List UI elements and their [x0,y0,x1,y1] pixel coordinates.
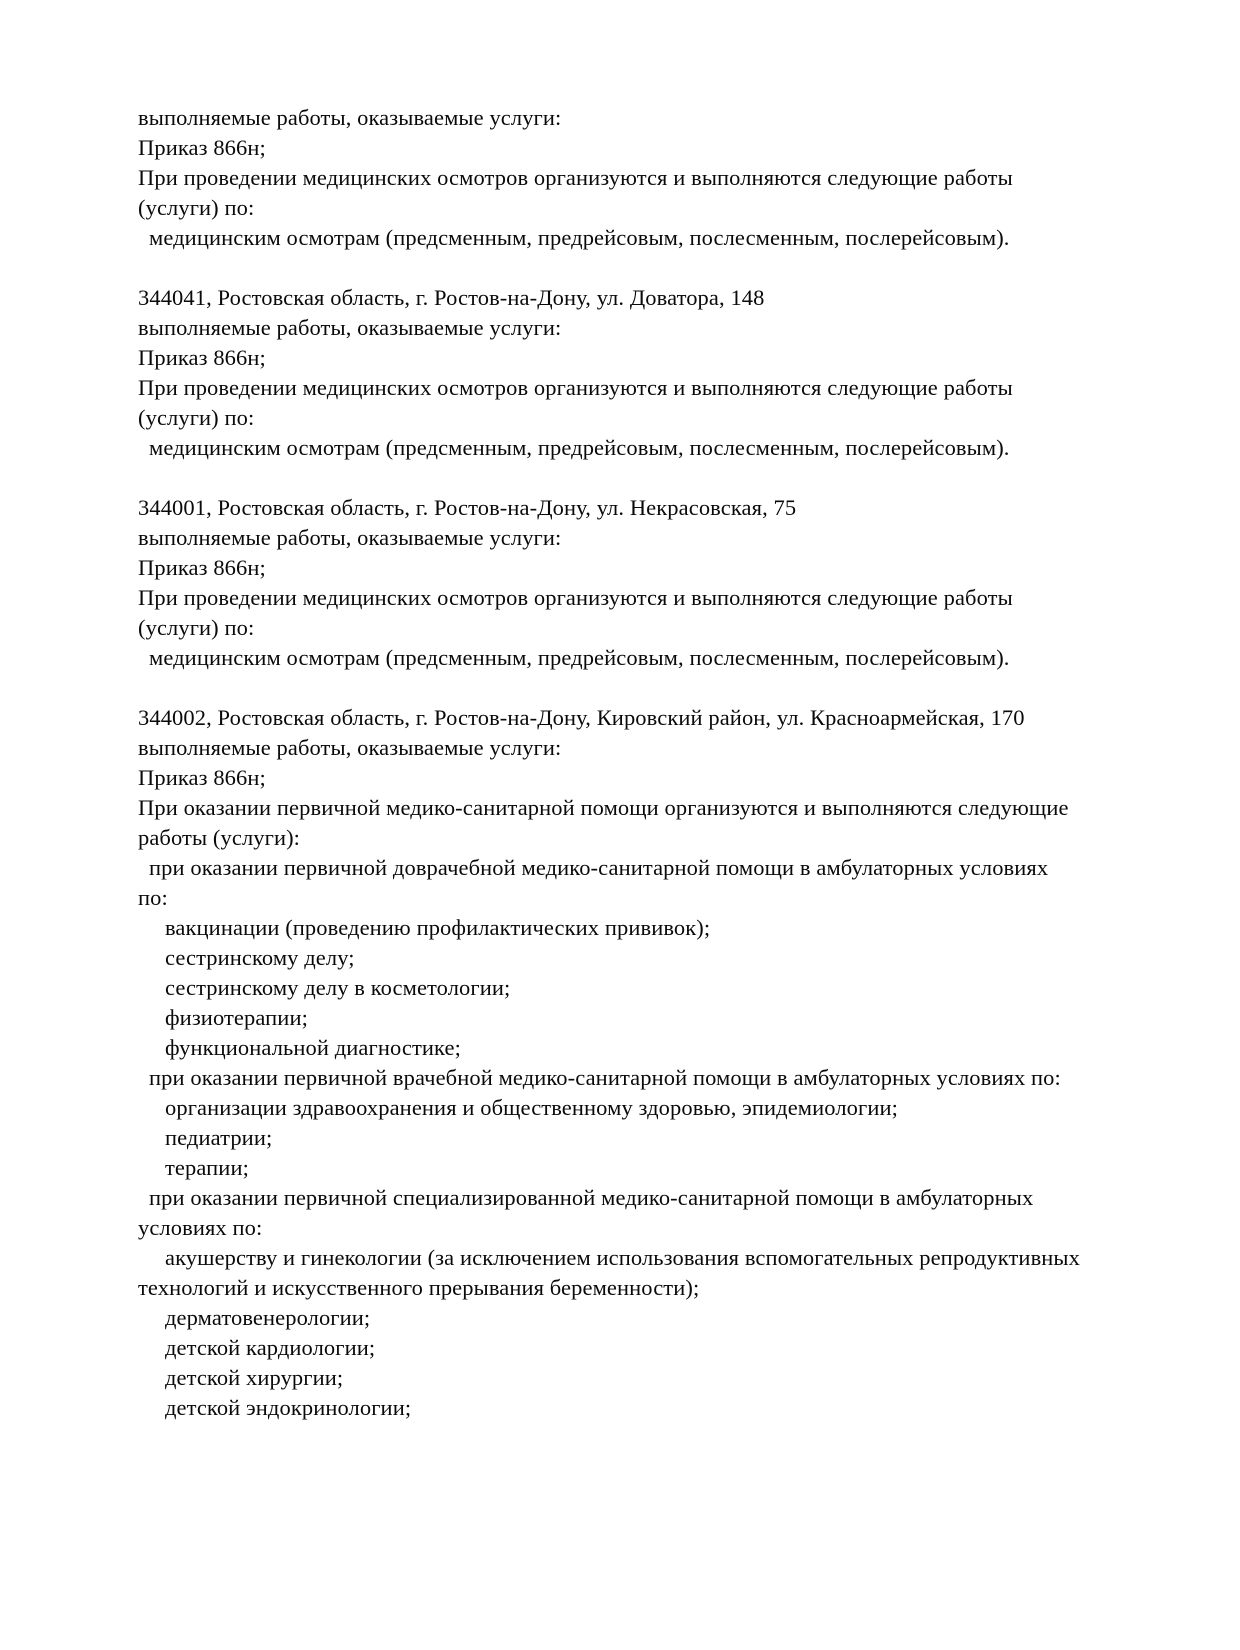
text-line: (услуги) по: [138,405,255,430]
service-item: организации здравоохранения и общественному здоровью, эпидемиологии; [165,1095,898,1120]
works-services-label: выполняемые работы, оказываемые услуги: [138,315,562,340]
service-item: детской эндокринологии; [165,1395,412,1420]
text-line: При оказании первичной медико-санитарной помощи организуются и выполняются следующие [138,795,1069,820]
license-text-block [138,103,1180,1423]
text-line: При проведении медицинских осмотров организуются и выполняются следующие работы [138,585,1013,610]
text-line: При проведении медицинских осмотров организуются и выполняются следующие работы [138,375,1013,400]
service-item: сестринскому делу в косметологии; [165,975,511,1000]
text-line: при оказании первичной доврачебной медико-санитарной помощи в амбулаторных условиях [149,855,1049,880]
service-item: вакцинации (проведению профилактических прививок); [165,915,711,940]
text-line: при оказании первичной врачебной медико-санитарной помощи в амбулаторных условиях по: [149,1065,1061,1090]
service-item: акушерству и гинекологии (за исключением использования вспомогательных репродуктивных [165,1245,1081,1270]
address-line: 344001, Ростовская область, г. Ростов-на-Дону, ул. Некрасовская, 75 [138,495,797,520]
service-item: медицинским осмотрам (предсменным, предрейсовым, послесменным, послерейсовым). [149,435,1010,460]
address-line: 344041, Ростовская область, г. Ростов-на-Дону, ул. Доватора, 148 [138,285,765,310]
service-item: медицинским осмотрам (предсменным, предрейсовым, послесменным, послерейсовым). [149,645,1010,670]
service-item: физиотерапии; [165,1005,308,1030]
works-services-label: выполняемые работы, оказываемые услуги: [138,735,562,760]
text-line: При проведении медицинских осмотров организуются и выполняются следующие работы [138,165,1013,190]
text-line: условиях по: [138,1215,263,1240]
service-item: сестринскому делу; [165,945,355,970]
service-item: детской кардиологии; [165,1335,376,1360]
service-item: технологий и искусственного прерывания беременности); [138,1275,700,1300]
service-item: функциональной диагностике; [165,1035,461,1060]
text-line: работы (услуги): [138,825,301,850]
works-services-label: выполняемые работы, оказываемые услуги: [138,525,562,550]
address-line: 344002, Ростовская область, г. Ростов-на-Дону, Кировский район, ул. Красноармейская, 170 [138,705,1025,730]
service-item: медицинским осмотрам (предсменным, предрейсовым, послесменным, послерейсовым). [149,225,1010,250]
order-reference: Приказ 866н; [138,135,266,160]
text-line: по: [138,885,168,910]
text-line: (услуги) по: [138,195,255,220]
service-item: детской хирургии; [165,1365,344,1390]
service-item: педиатрии; [165,1125,273,1150]
order-reference: Приказ 866н; [138,345,266,370]
service-item: терапии; [165,1155,249,1180]
service-item: дерматовенерологии; [165,1305,371,1330]
order-reference: Приказ 866н; [138,555,266,580]
works-services-label: выполняемые работы, оказываемые услуги: [138,105,562,130]
text-line: (услуги) по: [138,615,255,640]
order-reference: Приказ 866н; [138,765,266,790]
text-line: при оказании первичной специализированной медико-санитарной помощи в амбулаторных [149,1185,1034,1210]
